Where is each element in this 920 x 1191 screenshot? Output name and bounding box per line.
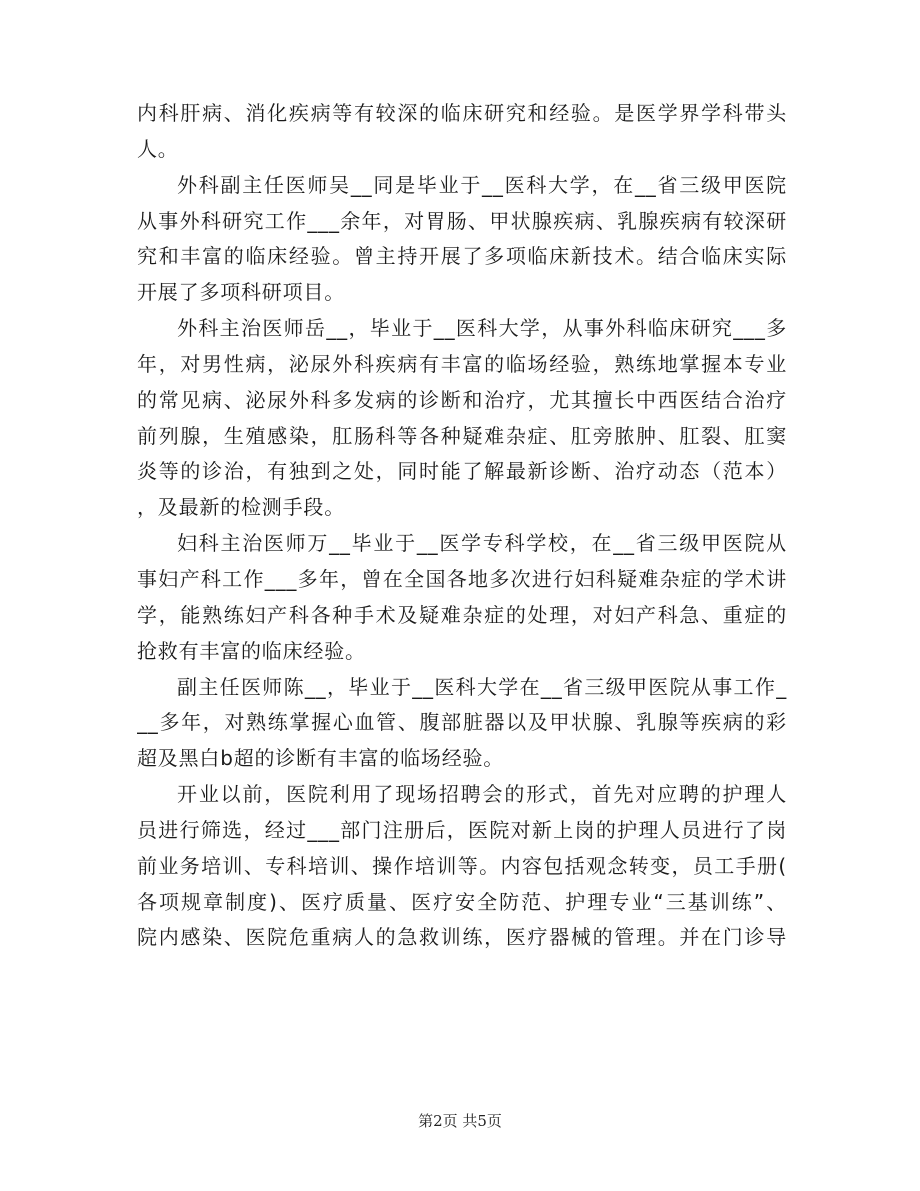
text-line: 员进行筛选，经过___部门注册后，医院对新上岗的护理人员进行了岗 <box>137 817 787 842</box>
text-line: __多年，对熟练掌握心血管、腹部脏器以及甲状腺、乳腺等疾病的彩 <box>137 710 787 735</box>
text-line: ，及最新的检测手段。 <box>137 495 345 520</box>
text-line: 开业以前，医院利用了现场招聘会的形式，首先对应聘的护理人 <box>177 782 787 807</box>
text-line: 前业务培训、专科培训、操作培训等。内容包括观念转变，员工手册( <box>137 853 787 878</box>
text-line: 开展了多项科研项目。 <box>137 280 345 305</box>
text-line: 副主任医师陈__，毕业于__医科大学在__省三级甲医院从事工作_ <box>177 674 787 699</box>
text-line: 炎等的诊治，有独到之处，同时能了解最新诊断、治疗动态（范本） <box>137 459 787 484</box>
text-line: 内科肝病、消化疾病等有较深的临床研究和经验。是医学界学科带头 <box>137 101 787 125</box>
text-line: 究和丰富的临床经验。曾主持开展了多项临床新技术。结合临床实际 <box>137 244 787 269</box>
text-line: 年，对男性病，泌尿外科疾病有丰富的临场经验，熟练地掌握本专业 <box>137 351 787 376</box>
text-line: 事妇产科工作___多年，曾在全国各地多次进行妇科疑难杂症的学术讲 <box>137 566 787 591</box>
text-line: 抢救有丰富的临床经验。 <box>137 638 366 663</box>
text-line: 的常见病、泌尿外科多发病的诊断和治疗，尤其擅长中西医结合治疗 <box>137 387 787 412</box>
text-line: 外科副主任医师吴__同是毕业于__医科大学，在__省三级甲医院 <box>177 172 787 197</box>
text-line: 学，能熟练妇产科各种手术及疑难杂症的处理，对妇产科急、重症的 <box>137 602 787 627</box>
text-line: 从事外科研究工作___余年，对胃肠、甲状腺疾病、乳腺疾病有较深研 <box>137 208 787 233</box>
text-line: 前列腺，生殖感染，肛肠科等各种疑难杂症、肛旁脓肿、肛裂、肛窦 <box>137 423 787 448</box>
page-number: 第2页 共5页 <box>418 1112 502 1130</box>
text-line: 各项规章制度)、医疗质量、医疗安全防范、护理专业“三基训练”、 <box>137 889 787 914</box>
text-line: 院内感染、医院危重病人的急救训练，医疗器械的管理。并在门诊导 <box>137 925 787 950</box>
text-line: 妇科主治医师万__毕业于__医学专科学校，在__省三级甲医院从 <box>177 531 787 556</box>
text-line: 外科主治医师岳__，毕业于__医科大学，从事外科临床研究___多 <box>177 316 787 341</box>
document-body <box>137 96 787 956</box>
text-line: 人。 <box>137 136 179 161</box>
text-line: 超及黑白b超的诊断有丰富的临场经验。 <box>137 746 505 771</box>
